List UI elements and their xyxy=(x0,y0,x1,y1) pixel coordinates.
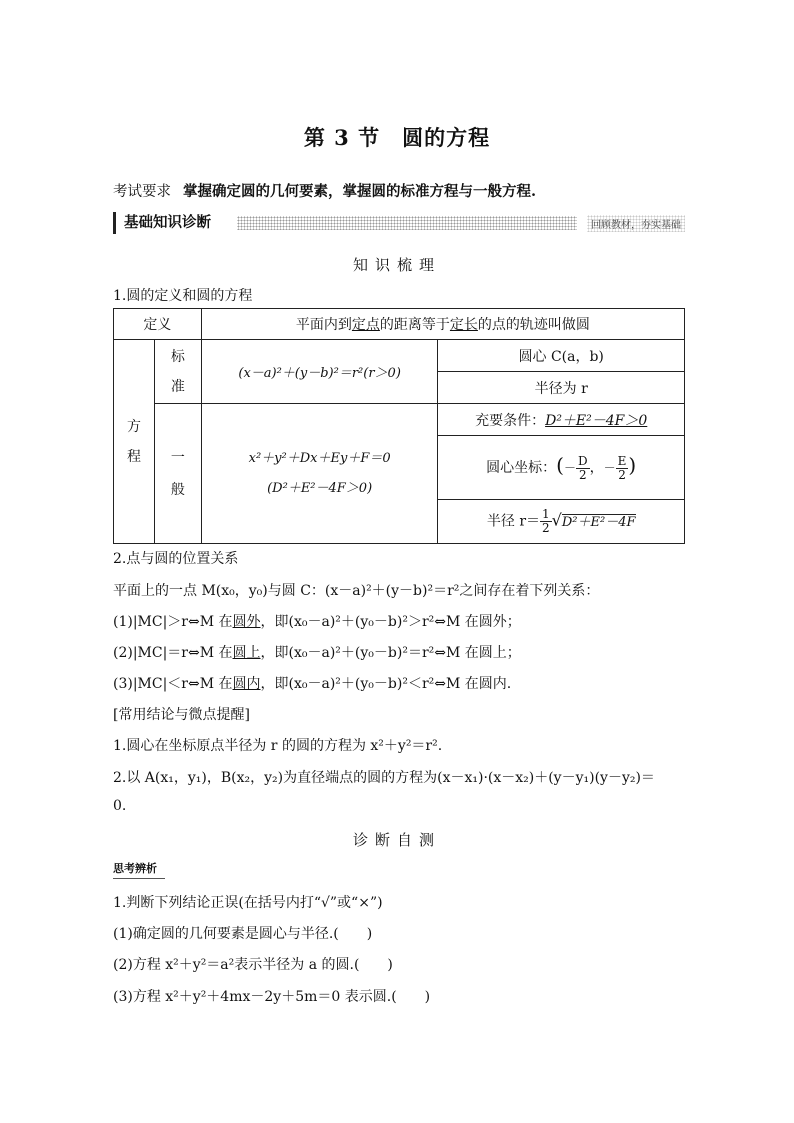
section-banner xyxy=(113,212,685,234)
gen-eq-cond: (D²＋E²－4F＞0) xyxy=(267,480,373,496)
tip-1: 1.圆心在坐标原点半径为 r 的圆的方程为 x²＋y²＝r². xyxy=(113,738,443,754)
center-frac-e: $\frac{E}{2}$ xyxy=(617,453,627,482)
banner-dots xyxy=(237,216,577,230)
std-equation: (x－a)²＋(y－b)²＝r²(r＞0) xyxy=(201,340,438,404)
section-heading-diagnosis: 诊断自测 xyxy=(352,831,441,849)
banner-label: 基础知识诊断 xyxy=(113,212,217,234)
std-radius: 半径为 r xyxy=(438,372,685,404)
tip-2: 2.以 A(x₁，y₁)，B(x₂，y₂)为直径端点的圆的方程为(x－x₁)·(x－x₂)＋(y－y₁)(y－y₂)＝ xyxy=(113,770,655,786)
item1-title: 1.圆的定义和圆的方程 xyxy=(113,288,253,304)
exam-requirement-text: 掌握确定圆的几何要素，掌握圆的标准方程与一般方程. xyxy=(183,183,537,200)
tips-title: [常用结论与微点提醒] xyxy=(113,707,250,723)
question-title: 1.判断下列结论正误(在括号内打“√”或“×”) xyxy=(113,895,383,911)
item2-case-1: (1)|MC|＞r⇔M 在圆外，即(x₀－a)²＋(y₀－b)²＞r²⇔M 在圆外； xyxy=(113,614,521,630)
item2-case-2: (2)|MC|＝r⇔M 在圆上，即(x₀－a)²＋(y₀－b)²＝r²⇔M 在圆上； xyxy=(113,645,521,661)
gen-iff: 充要条件：D²＋E²－4F＞0 xyxy=(438,404,685,436)
center-frac-d: $\frac{D}{2}$ xyxy=(578,453,588,482)
think-label: 思考辨析 xyxy=(113,862,157,875)
gen-eq: x²＋y²＋Dx＋Ey＋F＝0 xyxy=(248,450,391,466)
gen-equation xyxy=(201,404,438,544)
def-label: 定义 xyxy=(114,309,202,340)
question-item-1: (1)确定圆的几何要素是圆心与半径.( ) xyxy=(113,926,373,942)
gen-center: 圆心坐标：(－ $\frac{D}{2}$ ，－ $\frac{E}{2}$ ) xyxy=(438,436,685,500)
tip-2-cont: 0. xyxy=(113,798,127,814)
eq-label: 方程 xyxy=(114,340,155,544)
item2-title: 2.点与圆的位置关系 xyxy=(113,551,239,567)
banner-subtitle: 回顾教材，夯实基础 xyxy=(587,215,685,232)
gen-radius: 半径 r＝ $\frac{1}{2}$ √D²＋E²－4F xyxy=(438,500,685,544)
section-heading-knowledge: 知识梳理 xyxy=(352,256,441,274)
circle-equation-table xyxy=(113,308,685,544)
page-title: 第 3 节 圆的方程 xyxy=(303,125,491,150)
question-item-3: (3)方程 x²＋y²＋4mx－2y＋5m＝0 表示圆.( ) xyxy=(113,989,431,1005)
item2-case-3: (3)|MC|＜r⇔M 在圆内，即(x₀－a)²＋(y₀－b)²＜r²⇔M 在圆内. xyxy=(113,676,512,692)
question-item-2: (2)方程 x²＋y²＝a²表示半径为 a 的圆.( ) xyxy=(113,957,393,973)
std-label: 标准 xyxy=(154,340,201,404)
exam-requirement-label: 考试要求 xyxy=(113,184,171,200)
item2-intro: 平面上的一点 M(x₀，y₀)与圆 C：(x－a)²＋(y－b)²＝r²之间存在着下列关系： xyxy=(113,583,600,599)
std-center: 圆心 C(a，b) xyxy=(438,340,685,372)
radius-frac: $\frac{1}{2}$ xyxy=(542,507,550,535)
def-text: 平面内到定点的距离等于定长的点的轨迹叫做圆 xyxy=(201,309,684,340)
exam-requirement xyxy=(113,180,536,201)
gen-label: 一般 xyxy=(154,404,201,544)
